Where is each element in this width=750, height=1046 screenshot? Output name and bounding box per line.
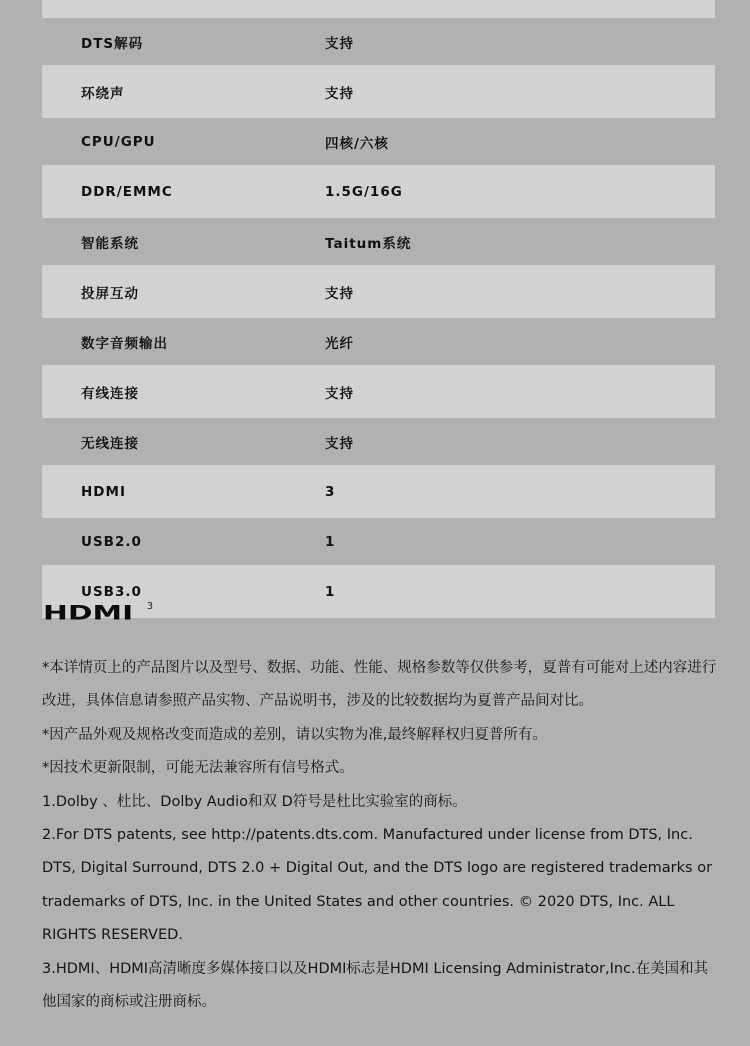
spec-value: 1 [325, 583, 336, 600]
spec-table-top-strip [42, 0, 715, 18]
spec-row-casting [42, 265, 715, 318]
hdmi-logo-superscript: 3 [146, 601, 154, 612]
spec-value: 支持 [325, 435, 354, 452]
spec-row-surround [42, 65, 715, 118]
spec-row-wireless [42, 418, 715, 465]
spec-label: HDMI [81, 483, 126, 500]
spec-row-dts [42, 18, 715, 65]
spec-row-ddr-emmc [42, 165, 715, 218]
note-compatibility: *因技术更新限制，可能无法兼容所有信号格式。 [42, 760, 354, 777]
spec-label: CPU/GPU [81, 133, 156, 150]
spec-row-digital-audio [42, 318, 715, 365]
spec-value: 支持 [325, 285, 354, 302]
spec-row-os [42, 218, 715, 265]
spec-label: 智能系统 [81, 235, 139, 252]
disclaimer-notes [42, 652, 722, 1019]
spec-label: 投屏互动 [81, 285, 139, 302]
spec-value: 四核/六核 [325, 135, 389, 152]
spec-label: 有线连接 [81, 385, 139, 402]
spec-label: 无线连接 [81, 435, 139, 452]
spec-row-wired [42, 365, 715, 418]
note-hdmi: 3.HDMI、HDMI高清晰度多媒体接口以及HDMI标志是HDMI Licensing Administrator,Inc.在美国和其他国家的商标或注册商标。 [42, 960, 709, 1011]
spec-row-hdmi [42, 465, 715, 518]
spec-label: 环绕声 [81, 85, 125, 102]
spec-value: 3 [325, 483, 336, 500]
spec-row-cpu-gpu [42, 118, 715, 165]
spec-label: USB2.0 [81, 533, 142, 550]
spec-value: 支持 [325, 35, 354, 52]
spec-value: 支持 [325, 85, 354, 102]
note-dolby: 1.Dolby 、杜比、Dolby Audio和双 D符号是杜比实验室的商标。 [42, 793, 467, 810]
note-appearance: *因产品外观及规格改变而造成的差别，请以实物为准,最终解释权归夏普所有。 [42, 726, 547, 743]
spec-value: 支持 [325, 385, 354, 402]
spec-table [42, 0, 715, 618]
note-reference: *本详情页上的产品图片以及型号、数据、功能、性能、规格参数等仅供参考，夏普有可能对上述内容进行改进，具体信息请参照产品实物、产品说明书，涉及的比较数据均为夏普产品间对比。 [42, 660, 717, 710]
spec-value: 1 [325, 533, 336, 550]
spec-value: 光纤 [325, 335, 354, 352]
spec-value: 1.5G/16G [325, 183, 403, 200]
hdmi-logo [43, 601, 154, 626]
spec-row-usb2 [42, 518, 715, 565]
note-dts: 2.For DTS patents, see http://patents.dts.com. Manufactured under license from DTS, Inc. DTS, Digital Surround, DTS 2.0 + Digital Out, and the DTS logo are registered trademarks or trademarks of DTS, Inc. in the United States and other countries. © 2020 DTS, Inc. ALL RIGHTS RESERVED. [42, 827, 713, 944]
hdmi-logo-text: HDMI [43, 602, 134, 625]
spec-value: Taitum系统 [325, 235, 412, 252]
spec-label: 数字音频输出 [81, 335, 168, 352]
spec-label: DTS解码 [81, 35, 144, 52]
spec-label: USB3.0 [81, 583, 142, 600]
spec-label: DDR/EMMC [81, 183, 173, 200]
